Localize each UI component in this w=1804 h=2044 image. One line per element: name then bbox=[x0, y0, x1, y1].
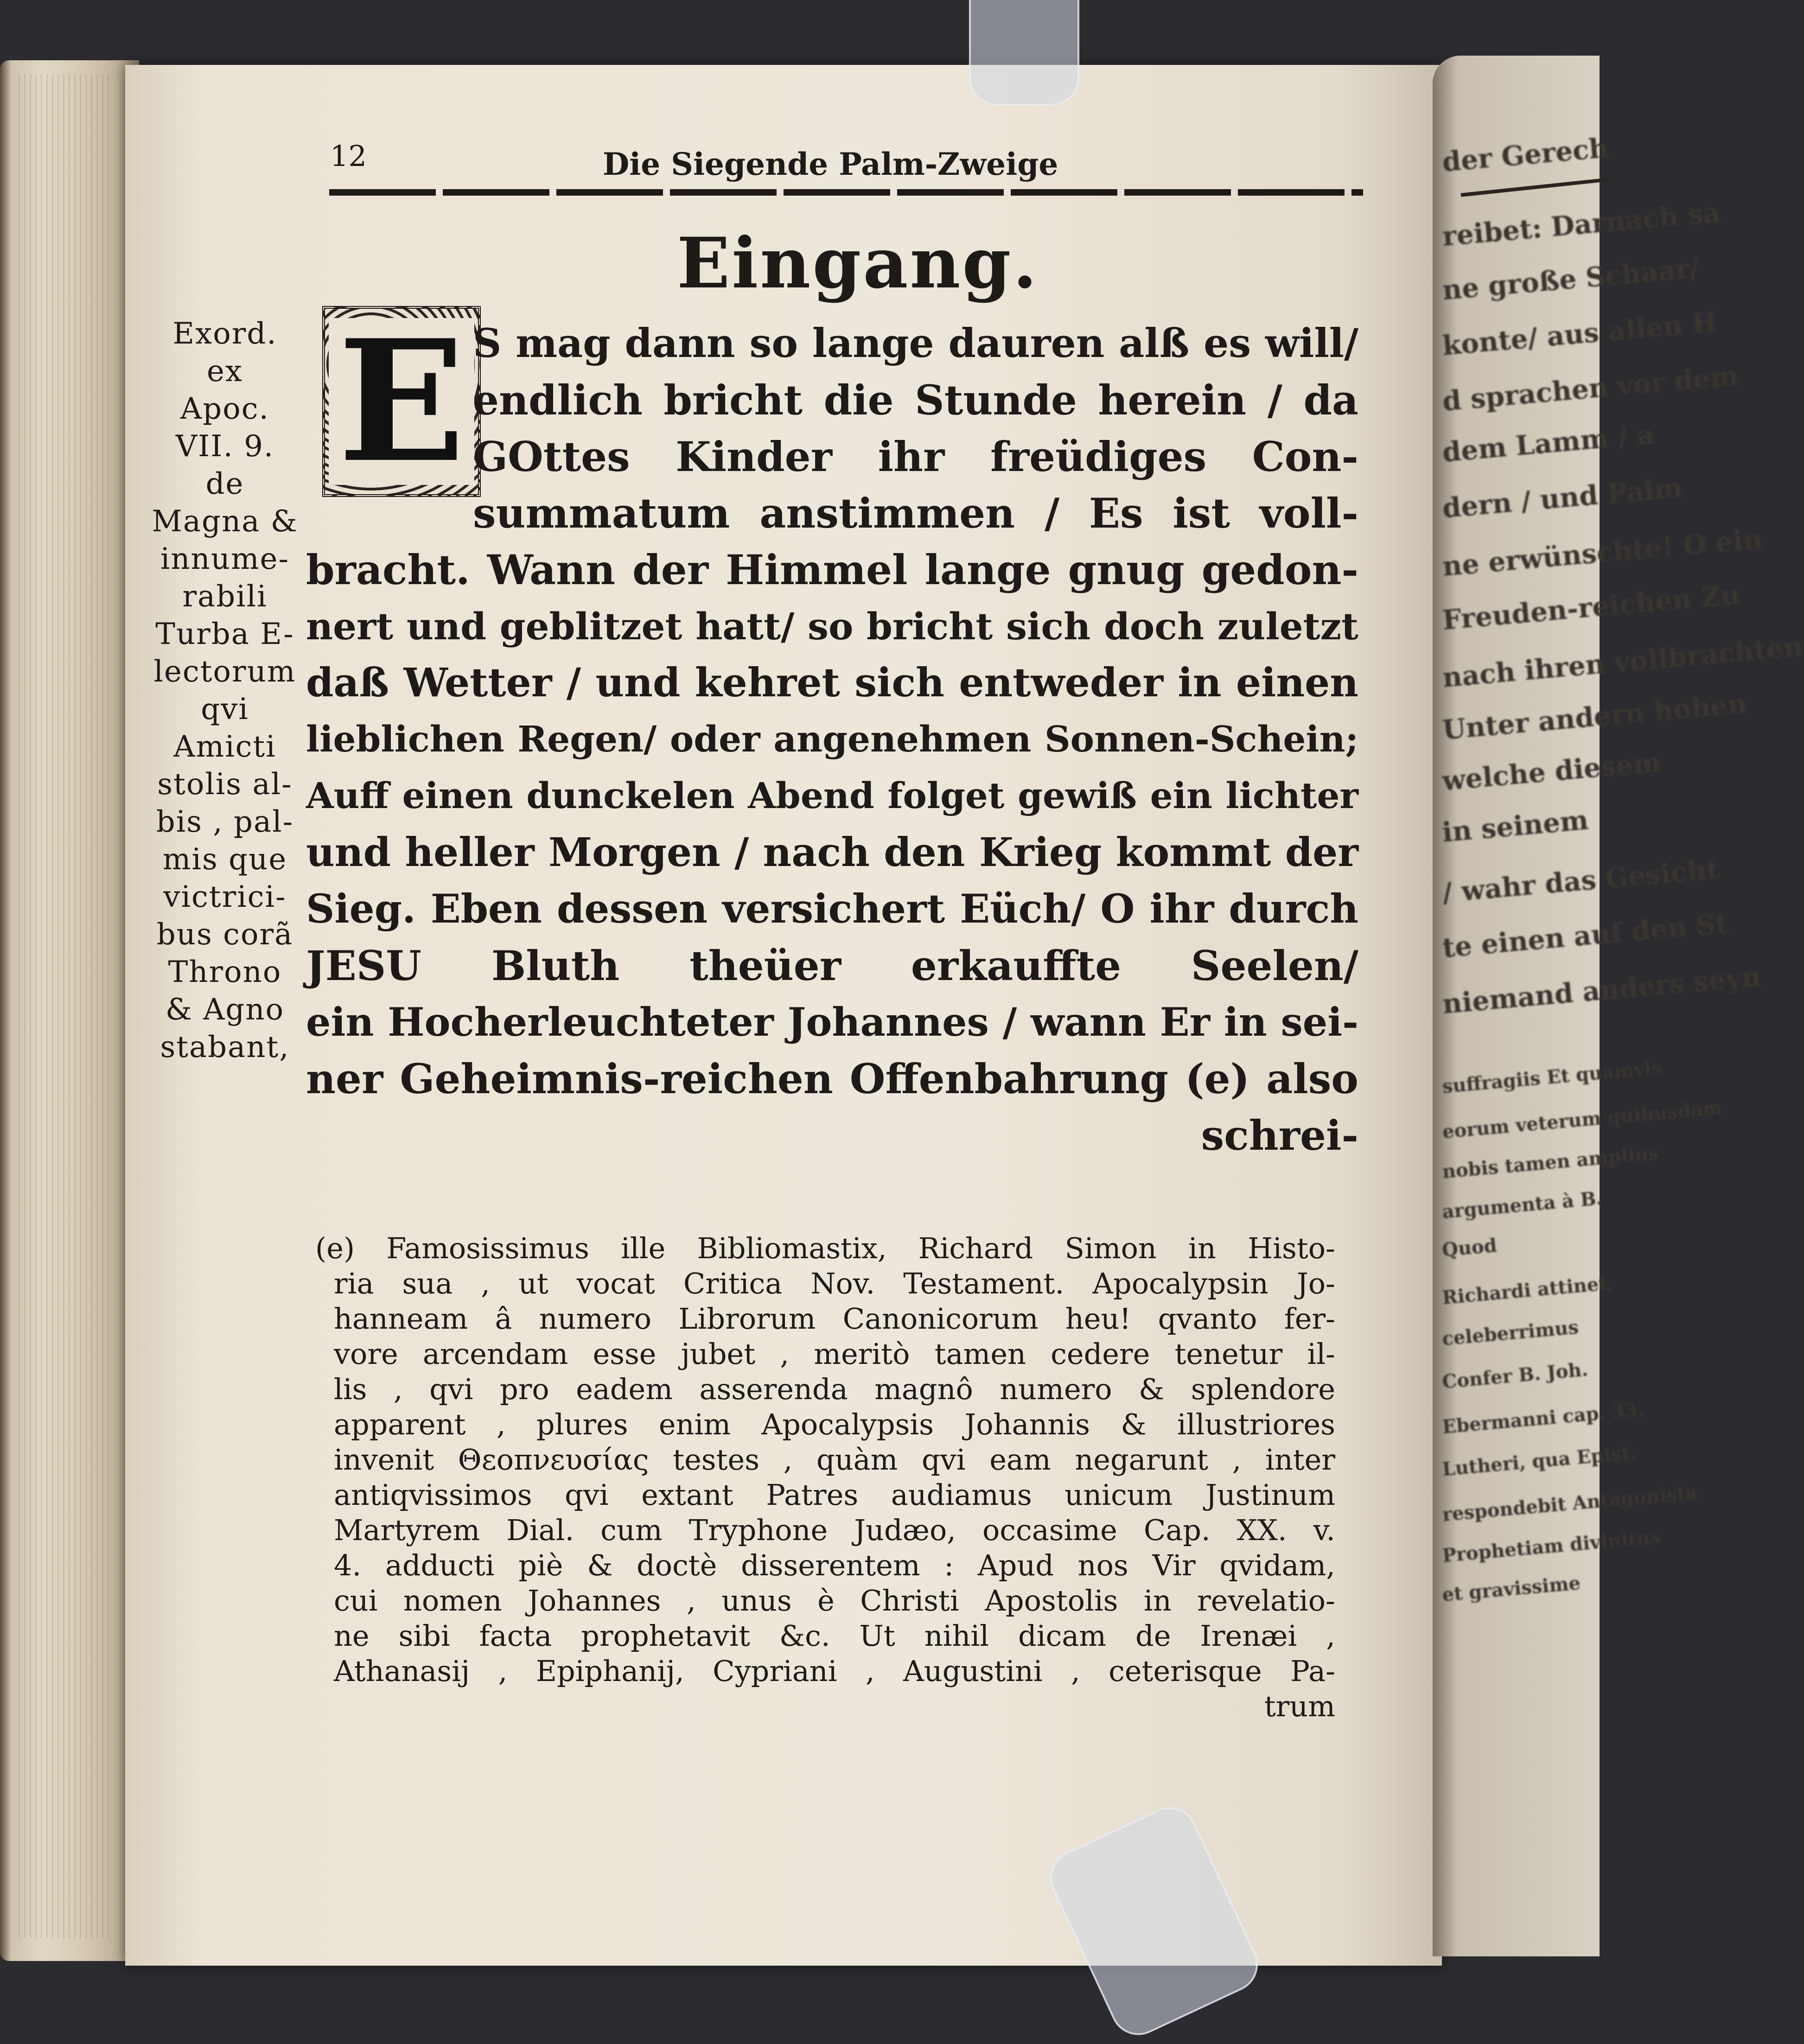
margin-note-line: Amicti bbox=[173, 730, 276, 764]
body-text bbox=[306, 315, 1358, 1164]
running-title: Die Siegende Palm-Zweige bbox=[603, 146, 1058, 182]
body-line: daß Wetter / und kehret sich entweder in einen bbox=[306, 660, 1358, 706]
body-line: endlich bricht die Stunde herein / da bbox=[473, 376, 1358, 424]
facing-page-line: ne erwünschte! O ein bbox=[1441, 522, 1764, 583]
footnote-line: ne sibi facta prophetavit &c. Ut nihil dicam de Irenæi , bbox=[334, 1619, 1335, 1653]
facing-page-line: Unter andern hohen bbox=[1441, 688, 1749, 746]
footnote-line: apparent , plures enim Apocalypsis Johannis & illustriores bbox=[334, 1407, 1335, 1441]
drop-cap-letter: E bbox=[329, 318, 474, 485]
margin-note bbox=[148, 315, 301, 1066]
facing-page-line: welche diesem bbox=[1441, 746, 1663, 797]
footnote-line: (e) Famosissimus ille Bibliomastix, Richard Simon in Histo- bbox=[315, 1231, 1335, 1265]
margin-note-line: victrici- bbox=[163, 880, 287, 914]
facing-page-rule bbox=[1460, 178, 1608, 197]
margin-note-line: innume- bbox=[160, 542, 290, 576]
margin-note-line: lectorum bbox=[153, 655, 296, 689]
margin-note-line: bis , pal- bbox=[156, 805, 294, 839]
body-line: schrei- bbox=[1201, 1111, 1358, 1159]
facing-page-line: dern / und Palm bbox=[1441, 471, 1684, 524]
body-line: ein Hocherleuchteter Johannes / wann Er in sei- bbox=[306, 999, 1358, 1045]
margin-note-line: & Agno bbox=[165, 993, 285, 1027]
facing-page-line: der Gerech bbox=[1441, 132, 1610, 178]
facing-page-line: konte/ aus allen H bbox=[1441, 306, 1719, 362]
facing-page-line: et gravissime bbox=[1441, 1572, 1581, 1606]
margin-note-line: stabant, bbox=[160, 1030, 290, 1064]
facing-page-line: nach ihren vollbrachten bbox=[1441, 630, 1804, 694]
footnote-line: 4. adducti piè & doctè disserentem : Apud nos Vir qvidam, bbox=[334, 1548, 1335, 1582]
margin-note-line: Apoc. bbox=[180, 392, 269, 426]
facing-page-line: suffragiis Et quamvis bbox=[1441, 1057, 1663, 1098]
facing-page-line: in seinem bbox=[1441, 804, 1590, 848]
footnote-line: lis , qvi pro eadem asserenda magnô numero & splendore bbox=[334, 1372, 1335, 1406]
body-line: ner Geheimnis-reichen Offenbahrung (e) also bbox=[306, 1055, 1358, 1103]
margin-note-line: rabili bbox=[182, 579, 268, 614]
footnote-line: hanneam â numero Librorum Canonicorum heu! qvanto fer- bbox=[334, 1302, 1335, 1336]
margin-note-line: de bbox=[205, 467, 244, 501]
facing-page bbox=[1433, 56, 1804, 1956]
facing-page-line: nobis tamen amplius bbox=[1441, 1142, 1660, 1183]
facing-page-line: Lutheri, qua Epist. bbox=[1441, 1441, 1638, 1481]
facing-page-line: eorum veterum quibusdam bbox=[1441, 1096, 1723, 1143]
margin-note-line: qvi bbox=[201, 692, 249, 726]
facing-page-line: Prophetiam divinitus bbox=[1441, 1526, 1662, 1567]
body-line: Auff einen dunckelen Abend folget gewiß ein lichter bbox=[306, 775, 1358, 817]
facing-page-line: reibet: Darnach sa bbox=[1441, 196, 1722, 253]
facing-page-line: / wahr das Gesicht bbox=[1441, 853, 1721, 909]
footnote-line: vore arcendam esse jubet , meritò tamen cedere tenetur il- bbox=[334, 1337, 1335, 1371]
facing-page-line: Richardi attinet, bbox=[1441, 1272, 1615, 1309]
facing-page-line: niemand anders seyn bbox=[1441, 961, 1762, 1020]
body-line: lieblichen Regen/ oder angenehmen Sonnen-Schein; bbox=[306, 719, 1358, 760]
facing-page-line: Confer B. Joh. bbox=[1441, 1358, 1589, 1393]
facing-page-line: Ebermanni cap. 33. bbox=[1441, 1399, 1645, 1438]
body-line: bracht. Wann der Himmel lange gnug gedon- bbox=[306, 546, 1358, 594]
header-rule bbox=[329, 189, 1363, 196]
body-line: und heller Morgen / nach den Krieg kommt der bbox=[306, 829, 1358, 876]
footnote-line: Athanasij , Epiphanij, Cypriani , Augustini , ceterisque Pa- bbox=[334, 1654, 1335, 1688]
footnote bbox=[315, 1231, 1335, 1724]
page-number: 12 bbox=[330, 139, 367, 173]
margin-note-line: Turba E- bbox=[155, 617, 294, 651]
facing-page-line: te einen auf den St bbox=[1441, 907, 1729, 964]
section-heading: Eingang. bbox=[677, 223, 1039, 304]
facing-page-line: respondebit Antagonista bbox=[1441, 1482, 1699, 1526]
margin-note-line: bus corã bbox=[156, 917, 293, 952]
margin-note-line: Magna & bbox=[152, 504, 298, 539]
facing-page-line: d sprachen vor dem bbox=[1441, 360, 1740, 417]
body-line: JESU Bluth theüer erkauffte Seelen/ bbox=[306, 942, 1358, 990]
facing-page-line: Quod bbox=[1441, 1234, 1498, 1261]
facing-page-line: argumenta à B. bbox=[1441, 1187, 1604, 1223]
facing-page-line: dem Lamm / a bbox=[1441, 418, 1656, 468]
body-line: S mag dann so lange dauren alß es will/ bbox=[473, 320, 1358, 367]
page-clip-top bbox=[969, 0, 1079, 106]
margin-note-line: mis que bbox=[162, 842, 287, 877]
footnote-line: ria sua , ut vocat Critica Nov. Testament. Apocalypsin Jo- bbox=[334, 1267, 1335, 1300]
footnote-line: cui nomen Johannes , unus è Christi Apostolis in revelatio- bbox=[334, 1584, 1335, 1617]
margin-note-line: stolis al- bbox=[157, 767, 293, 802]
facing-page-line: ne große Schaar/ bbox=[1441, 252, 1701, 306]
body-line: GOttes Kinder ihr freüdiges Con- bbox=[473, 433, 1358, 481]
body-line: Sieg. Eben dessen versichert Eüch/ O ihr durch bbox=[306, 886, 1358, 932]
page-stack-edge bbox=[0, 60, 139, 1961]
footnote-line: trum bbox=[1264, 1689, 1335, 1723]
body-line: summatum anstimmen / Es ist voll- bbox=[473, 489, 1358, 537]
facing-page-line: Freuden-reichen Zu bbox=[1441, 579, 1741, 636]
margin-note-line: Throno bbox=[168, 955, 282, 989]
footnote-line: invenit Θεοπνευσίας testes , quàm qvi eam negarunt , inter bbox=[334, 1443, 1335, 1477]
margin-note-line: VII. 9. bbox=[175, 429, 274, 464]
margin-note-line: ex bbox=[207, 354, 243, 388]
footnote-line: Martyrem Dial. cum Tryphone Judæo, occasime Cap. XX. v. bbox=[334, 1513, 1335, 1547]
footnote-line: antiqvissimos qvi extant Patres audiamus unicum Justinum bbox=[334, 1478, 1335, 1512]
facing-page-line: celeberrimus bbox=[1441, 1316, 1580, 1350]
margin-note-line: Exord. bbox=[172, 317, 277, 351]
body-line: nert und geblitzet hatt/ so bricht sich doch zuletzt bbox=[306, 605, 1358, 648]
